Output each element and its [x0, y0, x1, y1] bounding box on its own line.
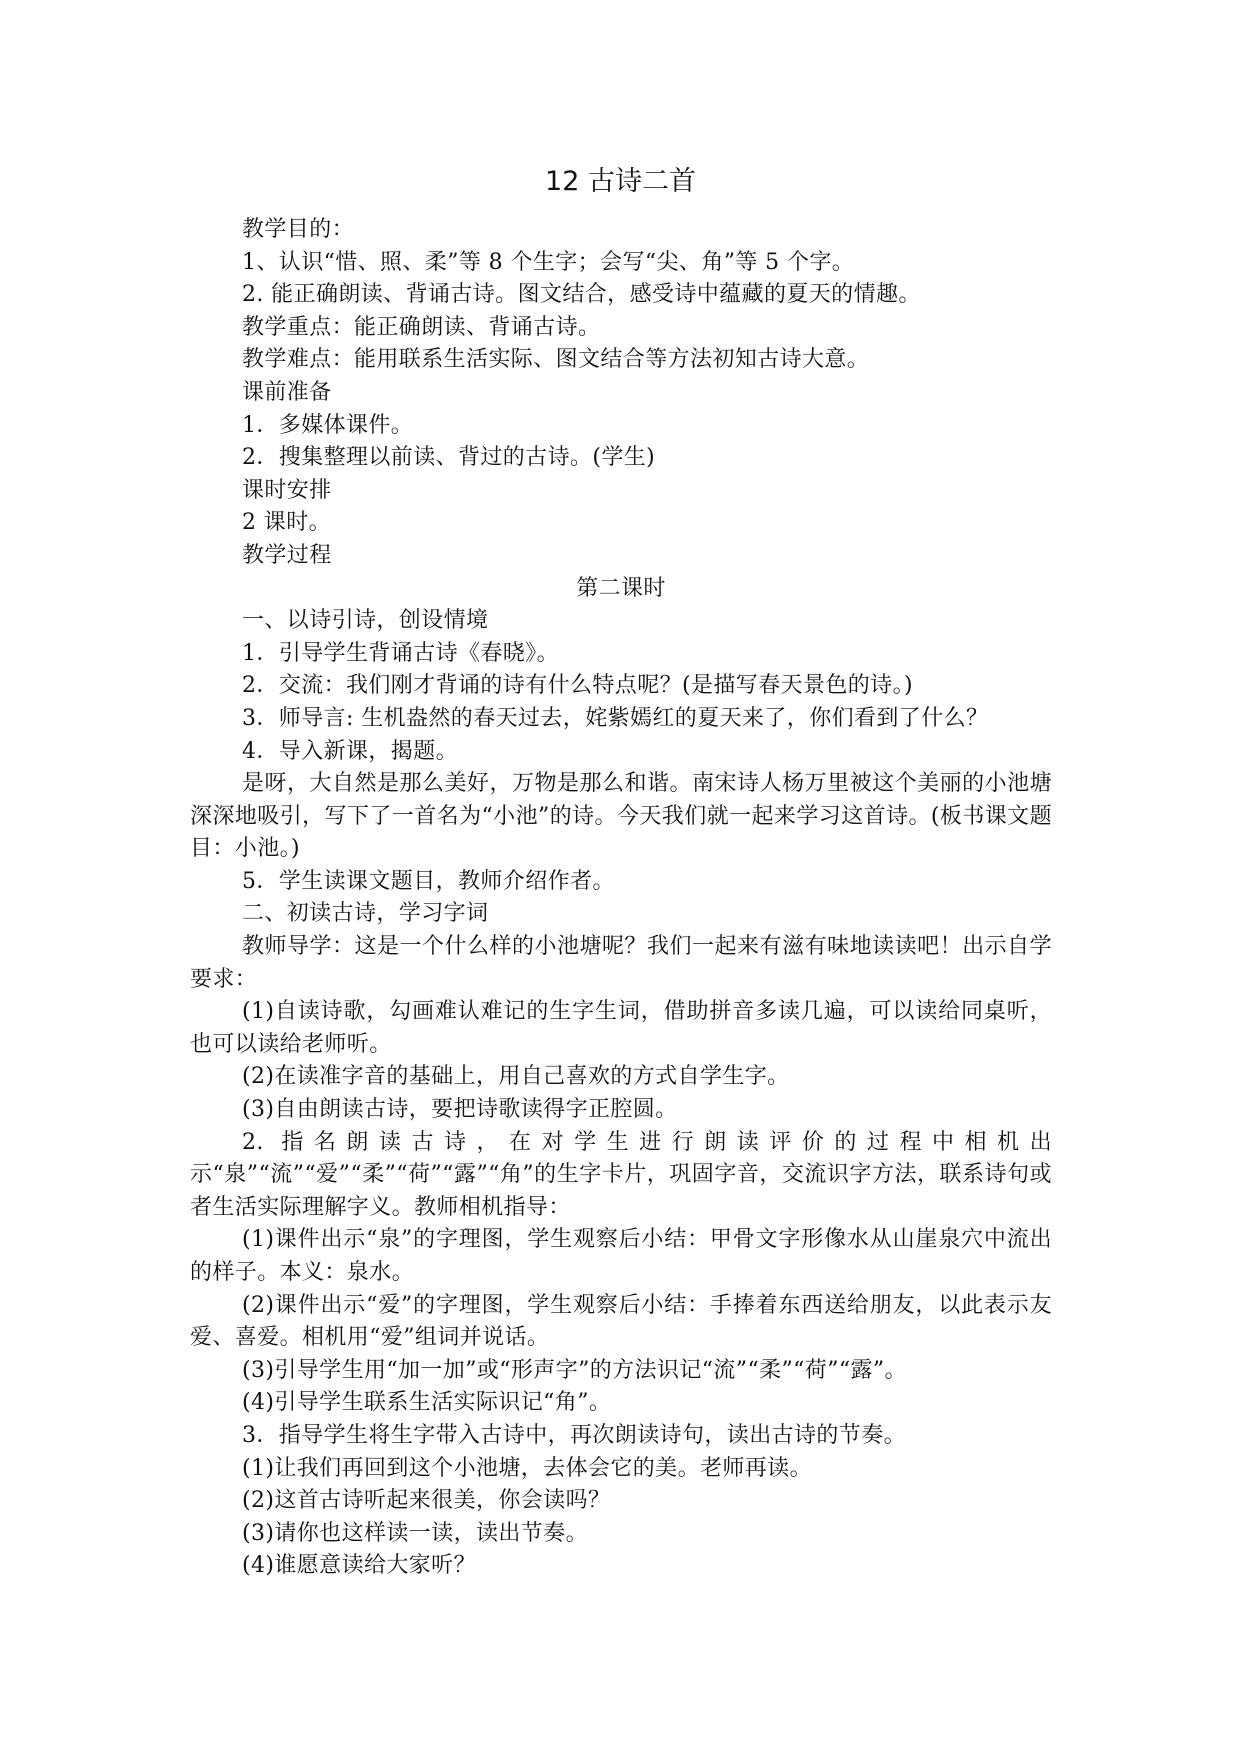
paragraph: 教学难点：能用联系生活实际、图文结合等方法初知古诗大意。	[242, 347, 870, 373]
paragraph: 5．学生读课文题目，教师介绍作者。	[242, 868, 615, 894]
paragraph: 教学过程	[242, 542, 332, 568]
paragraph: 教学重点：能正确朗读、背诵古诗。	[242, 314, 601, 340]
paragraph: (4)引导学生联系生活实际识记“角”。	[242, 1390, 612, 1416]
paragraph: 第二课时	[576, 575, 666, 601]
paragraph: (3)自由朗读古诗，要把诗歌读得字正腔圆。	[242, 1097, 678, 1123]
paragraph: (2)这首古诗听起来很美，你会读吗？	[242, 1488, 611, 1514]
paragraph: (1)自读诗歌，勾画难认难记的生字生词，借助拼音多读几遍，可以读给同桌听，也可以读给老师听。	[190, 999, 1052, 1057]
paragraph: 教师导学：这是一个什么样的小池塘呢？我们一起来有滋有味地读读吧！出示自学要求：	[190, 934, 1052, 992]
document-title: 12 古诗二首	[545, 166, 696, 197]
paragraph: 教学目的：	[242, 217, 355, 242]
paragraph: 1．引导学生背诵古诗《春晓》。	[242, 640, 559, 666]
paragraph: 2．搜集整理以前读、背过的古诗。(学生)	[242, 445, 656, 471]
paragraph: (2)在读准字音的基础上，用自己喜欢的方式自学生字。	[242, 1064, 790, 1090]
paragraph: 课前准备	[242, 379, 332, 405]
paragraph: 1、认识“惜、照、柔”等 8 个生字；会写“尖、角”等 5 个字。	[242, 249, 855, 275]
paragraph: 1．多媒体课件。	[242, 412, 414, 438]
paragraph: 2. 能正确朗读、背诵古诗。图文结合，感受诗中蕴藏的夏天的情趣。	[242, 282, 921, 308]
paragraph: 二、初读古诗，学习字词	[242, 901, 489, 927]
paragraph: 3．指导学生将生字带入古诗中，再次朗读诗句，读出古诗的节奏。	[242, 1422, 906, 1448]
paragraph: (1)课件出示“泉”的字理图，学生观察后小结：甲骨文字形像水从山崖泉穴中流出的样子。本义：泉水。	[190, 1227, 1052, 1285]
paragraph: (2)课件出示“爱”的字理图，学生观察后小结：手捧着东西送给朋友，以此表示友爱、喜爱。相机用“爱”组词并说话。	[190, 1292, 1052, 1351]
paragraph: (3)请你也这样读一读，读出节奏。	[242, 1520, 588, 1546]
paragraph: (1)让我们再回到这个小池塘，去体会它的美。老师再读。	[242, 1455, 812, 1481]
paragraph: 2 课时。	[242, 510, 331, 536]
paragraph: 课时安排	[242, 477, 332, 503]
paragraph: 2. 指名朗读古诗，在对学生进行朗读评价的过程中相机出示“泉”“流”“爱”“柔”“荷”“露”“角”的生字卡片，巩固字音，交流识字方法，联系诗句或者生活实际理解字义。教师相机指导：	[190, 1129, 1052, 1220]
paragraph: (3)引导学生用“加一加”或“形声字”的方法识记“流”“柔”“荷”“露”。	[242, 1357, 907, 1383]
paragraph: 2．交流：我们刚才背诵的诗有什么特点呢？(是描写春天景色的诗。)	[242, 673, 913, 699]
paragraph: 是呀，大自然是那么美好，万物是那么和谐。南宋诗人杨万里被这个美丽的小池塘深深地吸引，写下了一首名为“小池”的诗。今天我们就一起来学习这首诗。(板书课文题目：小池。)	[190, 771, 1052, 862]
paragraph: 3．师导言: 生机盎然的春天过去，姹紫嫣红的夏天来了，你们看到了什么？	[242, 705, 989, 731]
document-body	[190, 214, 1052, 1583]
paragraph: (4)谁愿意读给大家听？	[242, 1553, 476, 1579]
paragraph: 4．导入新课，揭题。	[242, 738, 458, 764]
paragraph: 一、以诗引诗，创设情境	[242, 608, 489, 634]
